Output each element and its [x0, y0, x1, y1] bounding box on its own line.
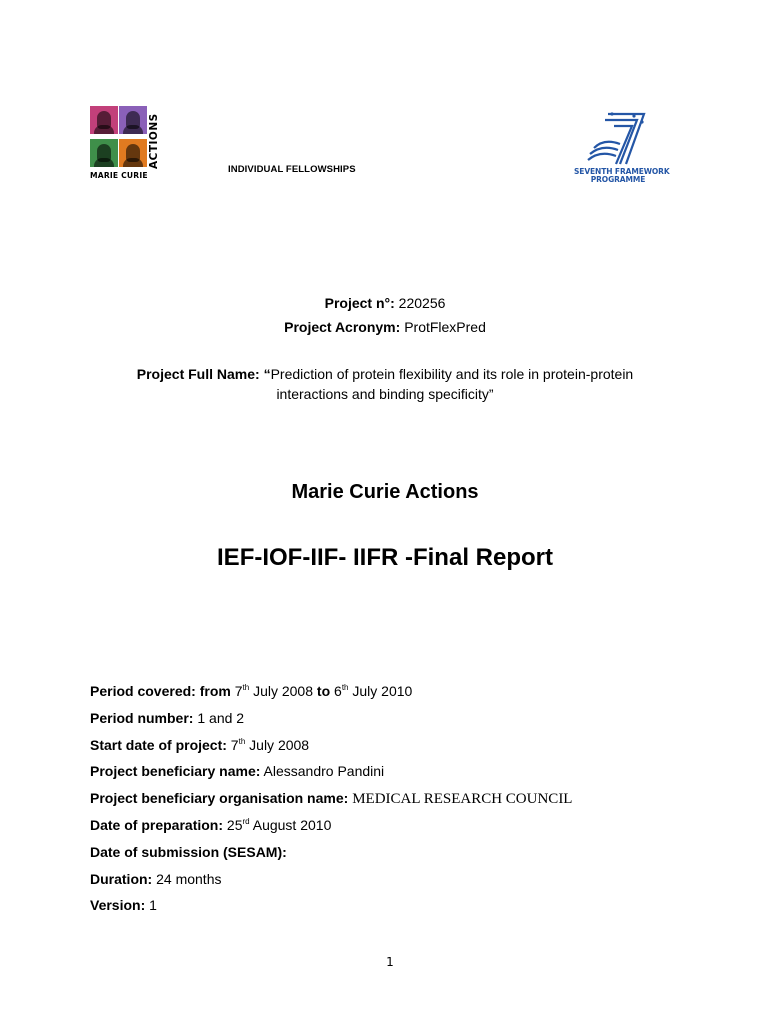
- period-number: [90, 710, 244, 726]
- period-covered: [90, 683, 412, 699]
- period-covered-label: Period covered: from: [90, 683, 231, 699]
- project-number: [0, 295, 770, 311]
- duration-label: Duration:: [90, 871, 153, 887]
- start-sup: th: [238, 737, 246, 746]
- preparation-rest: August 2010: [252, 817, 332, 833]
- period-number-label: Period number:: [90, 710, 194, 726]
- preparation-label: Date of preparation:: [90, 817, 224, 833]
- logo-square-orange: [119, 139, 147, 167]
- period-to-rest: July 2010: [352, 683, 413, 699]
- project-acronym-label: Project Acronym:: [284, 319, 401, 335]
- period-to-label: to: [316, 683, 331, 699]
- submission-label: Date of submission (SESAM):: [90, 844, 287, 860]
- fp7-line2: PROGRAMME: [590, 175, 646, 184]
- individual-fellowships-heading: INDIVIDUAL FELLOWSHIPS: [228, 164, 356, 175]
- beneficiary-organisation: [90, 790, 572, 808]
- duration: [90, 871, 221, 887]
- fp7-logo: [574, 108, 670, 188]
- project-number-label: Project n°:: [324, 295, 395, 311]
- project-acronym: [0, 319, 770, 335]
- logo-marie-curie-text: MARIE CURIE: [90, 171, 148, 180]
- version-label: Version:: [90, 897, 146, 913]
- fp7-seven-icon: [574, 108, 664, 166]
- preparation-day: 25: [226, 817, 243, 833]
- beneficiary-value: Alessandro Pandini: [263, 763, 385, 779]
- start-day: 7: [230, 737, 239, 753]
- preparation-sup: rd: [242, 817, 250, 826]
- start-date: [90, 737, 309, 753]
- beneficiary-label: Project beneficiary name:: [90, 763, 261, 779]
- version: [90, 897, 157, 913]
- period-to-day: 6: [334, 683, 342, 699]
- start-date-label: Start date of project:: [90, 737, 227, 753]
- organisation-label: Project beneficiary organisation name:: [90, 790, 349, 806]
- period-from-rest: July 2008: [253, 683, 314, 699]
- period-number-value: 1 and 2: [197, 710, 245, 726]
- programme-title: Marie Curie Actions: [291, 481, 479, 503]
- fp7-line1: SEVENTH FRAMEWORK: [574, 167, 670, 176]
- organisation-value: MEDICAL RESEARCH COUNCIL: [352, 791, 573, 807]
- project-full-name-line1: [0, 364, 770, 384]
- start-rest: July 2008: [249, 737, 310, 753]
- project-full-name-text1: Prediction of protein flexibility and its role in protein-protein: [270, 366, 634, 382]
- marie-curie-logo: [90, 106, 164, 182]
- project-full-name-text2: interactions and binding specificity”: [276, 386, 494, 402]
- period-to-sup: th: [341, 683, 349, 692]
- report-title: IEF-IOF-IIF- IIFR -Final Report: [217, 544, 553, 571]
- logo-square-purple: [119, 106, 147, 134]
- duration-value: 24 months: [156, 871, 222, 887]
- submission-date: [90, 844, 287, 860]
- period-from-day: 7: [234, 683, 243, 699]
- period-from-sup: th: [242, 683, 250, 692]
- page-number: 1: [386, 955, 394, 969]
- project-full-name: [0, 364, 770, 404]
- version-value: 1: [149, 897, 157, 913]
- logo-actions-text: ACTIONS: [148, 113, 160, 169]
- beneficiary-name: [90, 763, 384, 779]
- logo-square-green: [90, 139, 118, 167]
- project-number-value: 220256: [398, 295, 446, 311]
- open-quote: “: [263, 366, 271, 382]
- preparation-date: [90, 817, 331, 833]
- project-acronym-value: ProtFlexPred: [404, 319, 486, 335]
- project-full-name-label: Project Full Name:: [136, 366, 260, 382]
- logo-square-pink: [90, 106, 118, 134]
